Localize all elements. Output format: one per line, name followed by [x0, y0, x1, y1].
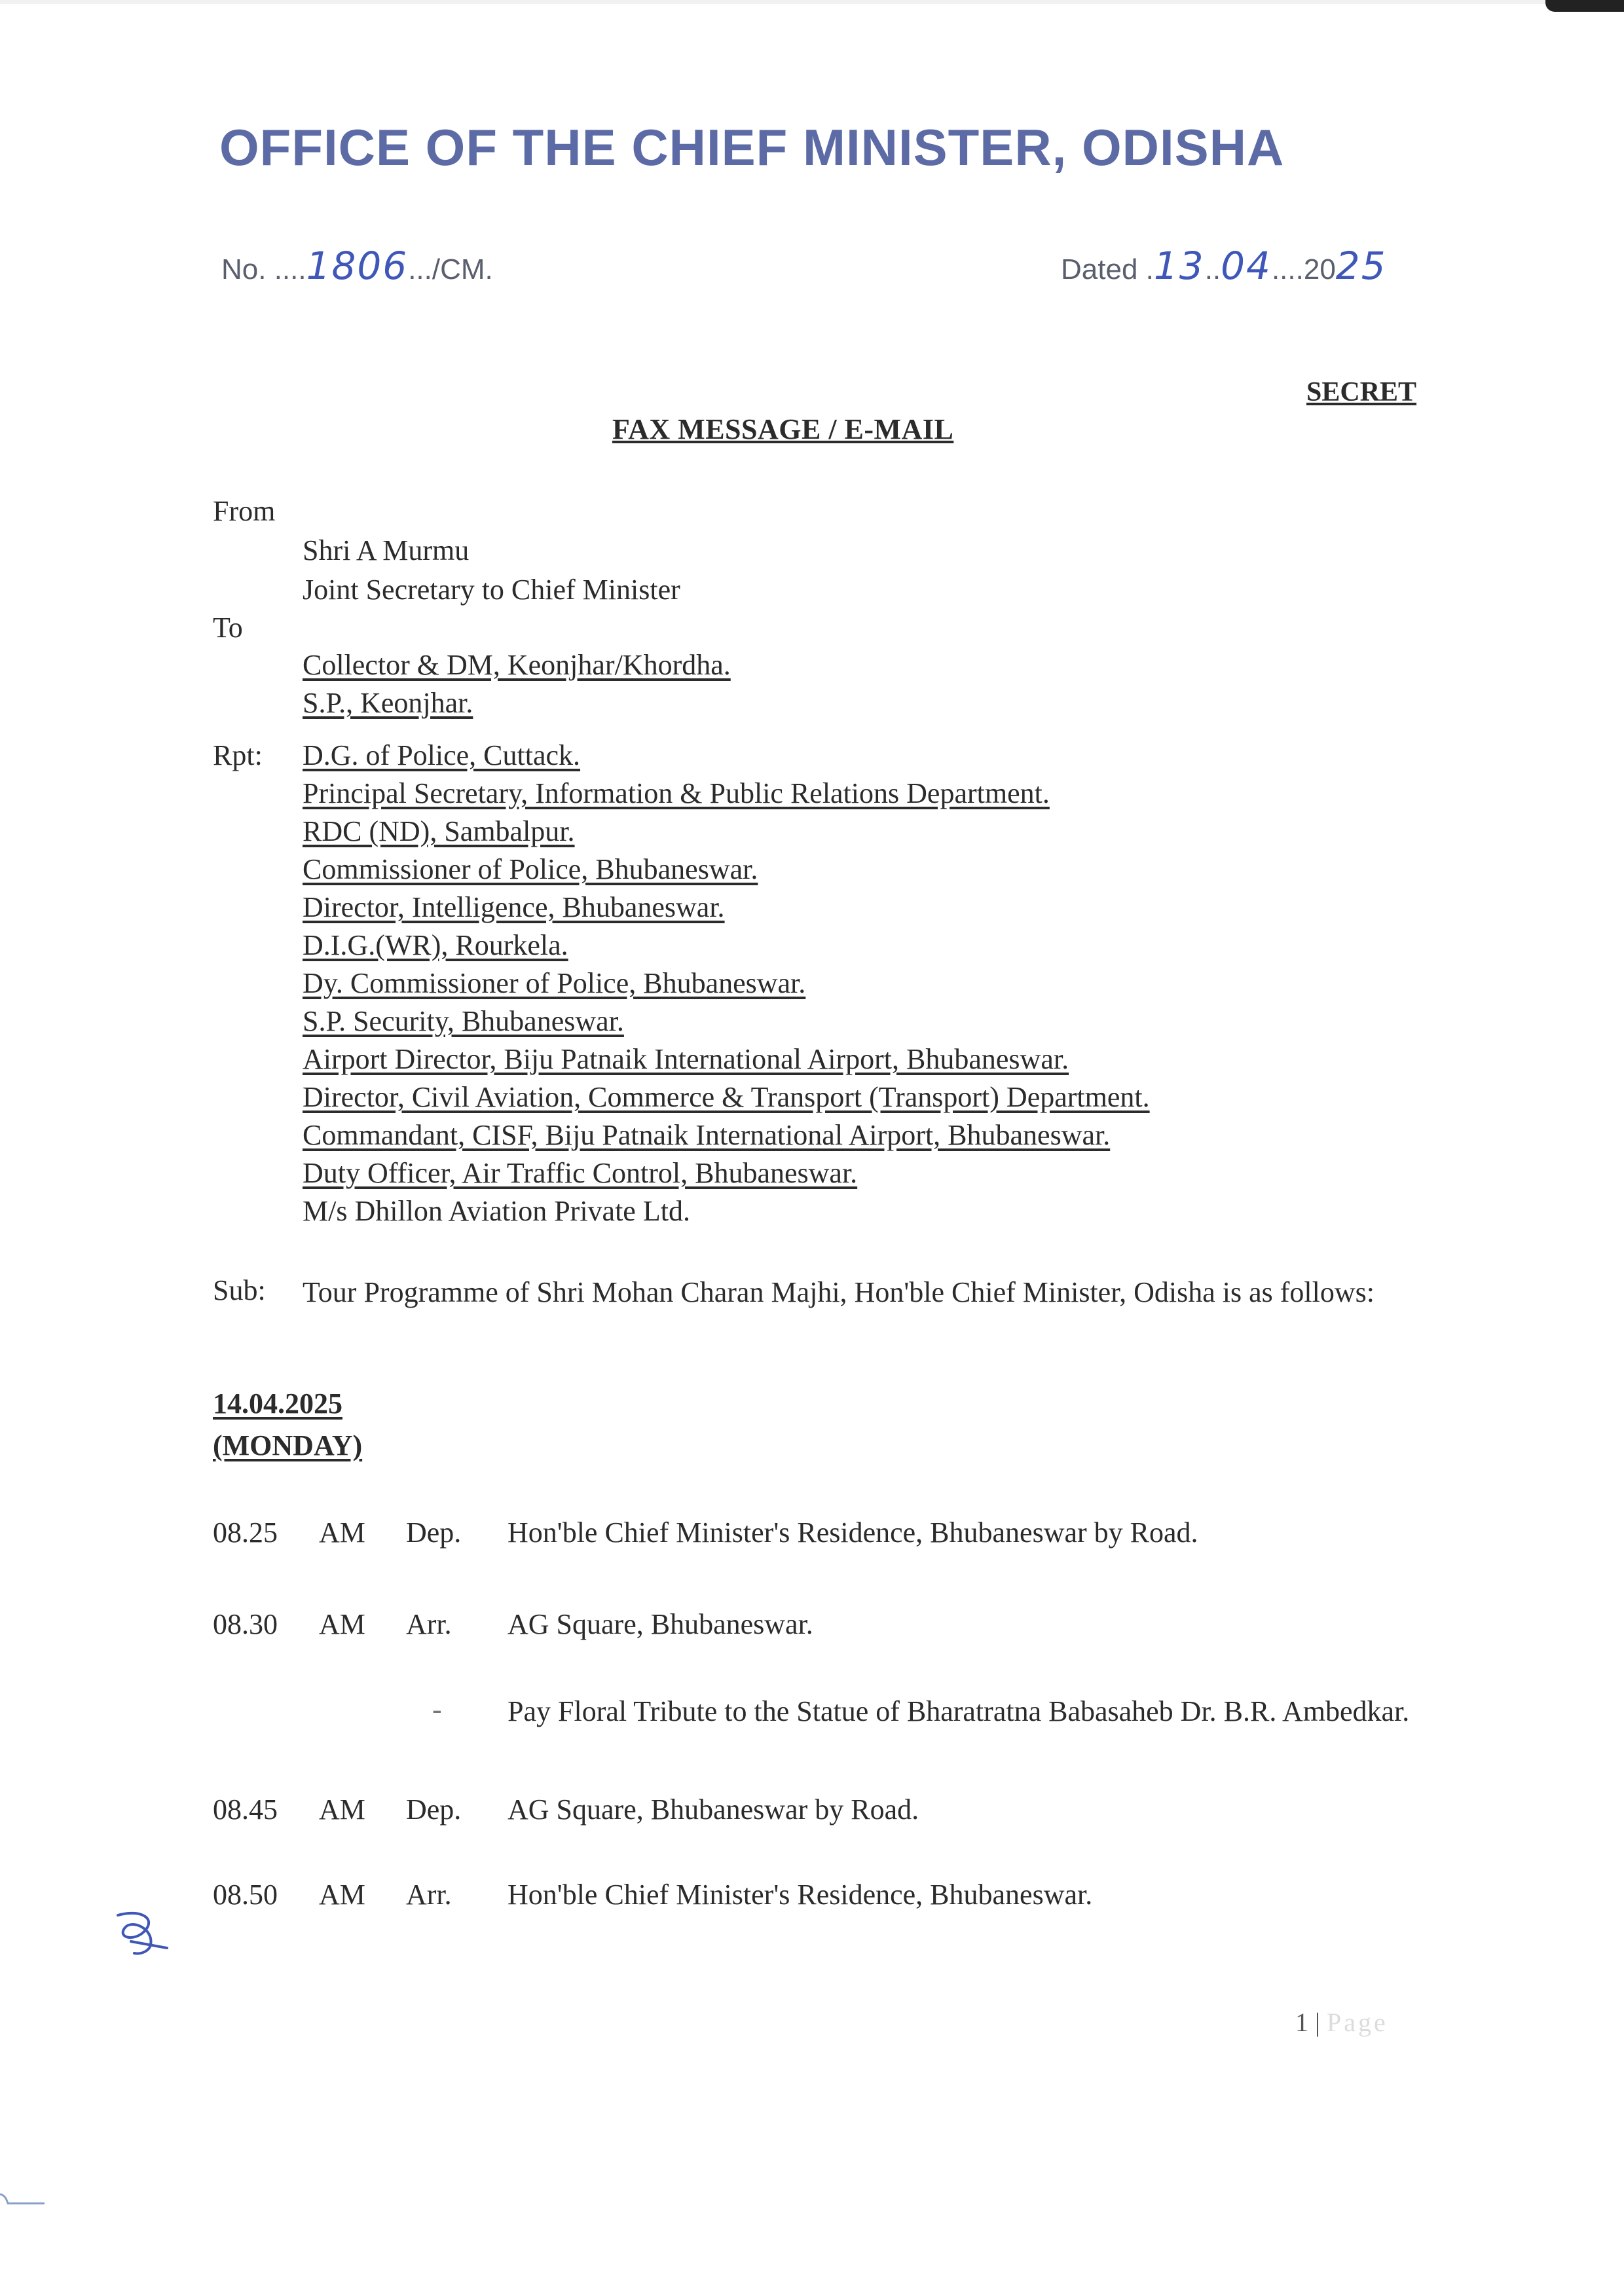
schedule-action: -	[432, 1693, 442, 1725]
schedule-ampm: AM	[319, 1879, 365, 1911]
to-label: To	[213, 612, 243, 644]
schedule-row	[0, 1607, 1624, 1647]
ref-no-suffix: .../CM.	[408, 253, 493, 285]
from-name: Shri A Murmu	[303, 534, 470, 566]
rpt-recipient: Director, Civil Aviation, Commerce & Transport (Transport) Department.	[303, 1081, 1150, 1113]
schedule-place: AG Square, Bhubaneswar by Road.	[507, 1793, 919, 1826]
schedule-action: Dep.	[406, 1516, 462, 1549]
scan-edge-mark	[0, 2190, 46, 2206]
date-prefix: Dated .	[1061, 253, 1154, 285]
rpt-recipient: D.I.G.(WR), Rourkela.	[303, 929, 568, 961]
reference-date	[1061, 244, 1387, 288]
schedule-time: 08.50	[213, 1879, 278, 1911]
subject-text: Tour Programme of Shri Mohan Charan Majhi, Hon'ble Chief Minister, Odisha is as follows:	[303, 1276, 1375, 1308]
scan-corner-mark	[1545, 0, 1624, 12]
classification-label: SECRET	[1306, 377, 1417, 407]
handwritten-initial-mark	[105, 1902, 177, 1961]
rpt-recipient: RDC (ND), Sambalpur.	[303, 815, 575, 847]
rpt-recipient: Principal Secretary, Information & Public Relations Department.	[303, 777, 1050, 809]
rpt-recipient: Commissioner of Police, Bhubaneswar.	[303, 853, 758, 885]
schedule-action: Arr.	[406, 1879, 452, 1911]
date-sep-1: ..	[1204, 253, 1221, 285]
page-footer	[1295, 2007, 1388, 2038]
reference-number	[221, 244, 493, 288]
office-title: OFFICE OF THE CHIEF MINISTER, ODISHA	[219, 119, 1285, 176]
rpt-recipient: D.G. of Police, Cuttack.	[303, 739, 581, 771]
rpt-recipient: Director, Intelligence, Bhubaneswar.	[303, 891, 725, 923]
schedule-row	[0, 1793, 1624, 1832]
schedule-ampm: AM	[319, 1516, 365, 1549]
ref-no-handwritten: 1806	[306, 244, 409, 288]
date-year-handwritten: 25	[1335, 244, 1387, 288]
schedule-place: Pay Floral Tribute to the Statue of Bharatratna Babasaheb Dr. B.R. Ambedkar.	[507, 1695, 1410, 1727]
rpt-recipient: M/s Dhillon Aviation Private Ltd.	[303, 1195, 690, 1227]
rpt-recipient: Airport Director, Biju Patnaik International Airport, Bhubaneswar.	[303, 1043, 1069, 1075]
page-number: 1	[1295, 2008, 1308, 2037]
schedule-place: Hon'ble Chief Minister's Residence, Bhubaneswar by Road.	[507, 1516, 1198, 1549]
schedule-action: Dep.	[406, 1793, 462, 1826]
schedule-ampm: AM	[319, 1608, 365, 1640]
schedule-row	[0, 1878, 1624, 1917]
schedule-date: 14.04.2025	[213, 1387, 342, 1420]
date-month-handwritten: 04	[1221, 244, 1272, 288]
rpt-recipient: Commandant, CISF, Biju Patnaik International Airport, Bhubaneswar.	[303, 1119, 1111, 1151]
top-edge	[0, 0, 1624, 4]
from-label: From	[213, 495, 276, 527]
subject-label: Sub:	[213, 1274, 266, 1306]
to-recipient: S.P., Keonjhar.	[303, 687, 473, 719]
from-designation: Joint Secretary to Chief Minister	[303, 574, 680, 606]
schedule-day: (MONDAY)	[213, 1429, 363, 1461]
schedule-ampm: AM	[319, 1793, 365, 1826]
page-separator: |	[1308, 2008, 1327, 2037]
schedule-row	[0, 1693, 1624, 1771]
schedule-action: Arr.	[406, 1608, 452, 1640]
rpt-recipient: Duty Officer, Air Traffic Control, Bhubaneswar.	[303, 1157, 858, 1189]
rpt-recipient: Dy. Commissioner of Police, Bhubaneswar.	[303, 967, 806, 999]
schedule-time: 08.30	[213, 1608, 278, 1640]
schedule-place: Hon'ble Chief Minister's Residence, Bhubaneswar.	[507, 1879, 1093, 1911]
to-recipient: Collector & DM, Keonjhar/Khordha.	[303, 649, 731, 681]
schedule-time: 08.45	[213, 1793, 278, 1826]
message-type-heading: FAX MESSAGE / E-MAIL	[612, 413, 954, 445]
rpt-recipient: S.P. Security, Bhubaneswar.	[303, 1005, 624, 1037]
schedule-place: AG Square, Bhubaneswar.	[507, 1608, 813, 1640]
page-word: Page	[1327, 2008, 1388, 2037]
ref-no-prefix: No. ....	[221, 253, 306, 285]
date-day-handwritten: 13	[1153, 244, 1205, 288]
schedule-time: 08.25	[213, 1516, 278, 1549]
schedule-row	[0, 1516, 1624, 1555]
date-sep-2: ....20	[1271, 253, 1336, 285]
rpt-label: Rpt:	[213, 739, 263, 771]
